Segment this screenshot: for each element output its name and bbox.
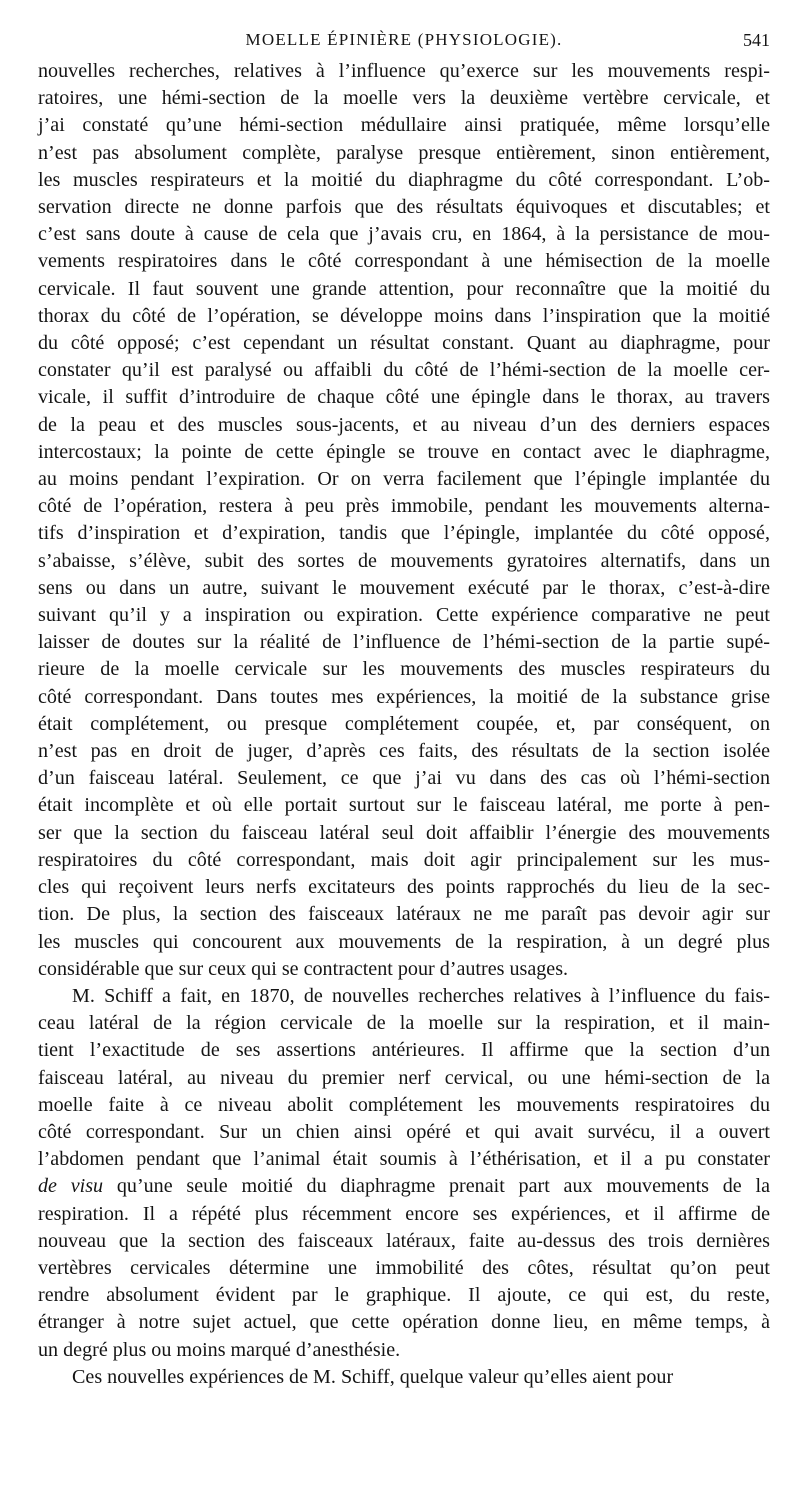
book-page: [38, 28, 770, 1391]
text-line: rendre absolument évident par le graphique. Il ajoute, ce qui est, du reste,: [38, 1284, 770, 1307]
text-line: laisser de doutes sur la réalité de l’influence de l’hémi-section de la partie supé-: [38, 631, 770, 654]
text-line: n’est pas en droit de juger, d’après ces faits, des résultats de la section isolée: [38, 740, 770, 763]
text-line: cles qui reçoivent leurs nerfs excitateurs des points rapprochés du lieu de la sec-: [38, 876, 770, 899]
body-text: [38, 58, 770, 1391]
page-number: 541: [743, 30, 770, 50]
text-line: d’un faisceau latéral. Seulement, ce que j’ai vu dans des cas où l’hémi-section: [38, 767, 770, 790]
text-line: du côté opposé; c’est cependant un résultat constant. Quant au diaphragme, pour: [38, 332, 770, 355]
running-head: [38, 28, 770, 58]
text-line: tion. De plus, la section des faisceaux latéraux ne me paraît pas devoir agir sur: [38, 903, 770, 926]
text-line: de la peau et des muscles sous-jacents, et au niveau d’un des derniers espaces: [38, 413, 770, 436]
text-line: M. Schiff a fait, en 1870, de nouvelles recherches relatives à l’influence du fais-: [72, 984, 770, 1007]
text-line: nouveau que la section des faisceaux latéraux, faite au-dessus des trois dernières: [38, 1229, 770, 1252]
text-line: au moins pendant l’expiration. Or on verra facilement que l’épingle implantée du: [38, 468, 770, 491]
paragraph: [38, 58, 770, 983]
text-line: Ces nouvelles expériences de M. Schiff, quelque valeur qu’elles aient pour: [72, 1365, 674, 1388]
text-line: tifs d’inspiration et d’expiration, tandis que l’épingle, implantée du côté opposé,: [38, 522, 770, 545]
text-line: n’est pas absolument complète, paralyse presque entièrement, sinon entièrement,: [38, 141, 770, 164]
running-title: MOELLE ÉPINIÈRE (PHYSIOLOGIE).: [245, 30, 563, 49]
text-line: thorax du côté de l’opération, se développe moins dans l’inspiration que la moitié: [38, 304, 770, 327]
text-line: c’est sans doute à cause de cela que j’avais cru, en 1864, à la persistance de mou-: [38, 223, 770, 246]
text-line: côté correspondant. Sur un chien ainsi opéré et qui avait survécu, il a ouvert: [38, 1120, 770, 1143]
text-line: les muscles qui concourent aux mouvements de la respiration, à un degré plus: [38, 930, 770, 953]
text-line: s’abaisse, s’élève, subit des sortes de mouvements gyratoires alternatifs, dans un: [38, 549, 770, 572]
text-line: était incomplète et où elle portait surtout sur le faisceau latéral, me porte à pen-: [38, 794, 770, 817]
text-line: les muscles respirateurs et la moitié du diaphragme du côté correspondant. L’ob-: [38, 168, 770, 191]
text-line: était complétement, ou presque complétement coupée, et, par conséquent, on: [38, 712, 770, 735]
text-line: ratoires, une hémi-section de la moelle vers la deuxième vertèbre cervicale, et: [38, 87, 770, 110]
text-line: sens ou dans un autre, suivant le mouvement exécuté par le thorax, c’est-à-dire: [38, 576, 770, 599]
text-line: vicale, il suffit d’introduire de chaque côté une épingle dans le thorax, au travers: [38, 386, 770, 409]
paragraph: [38, 1364, 770, 1391]
text-line: un degré plus ou moins marqué d’anesthésie.: [38, 1338, 401, 1361]
text-line: tient l’exactitude de ses assertions antérieures. Il affirme que la section d’un: [38, 1039, 770, 1062]
text-line: servation directe ne donne parfois que des résultats équivoques et discutables; et: [38, 196, 770, 219]
text-line: respiration. Il a répété plus récemment encore ses expériences, et il affirme de: [38, 1202, 770, 1225]
text-line: rieure de la moelle cervicale sur les mouvements des muscles respirateurs du: [38, 658, 770, 681]
text-line: vertèbres cervicales détermine une immobilité des côtes, résultat qu’on peut: [38, 1256, 770, 1279]
italic-phrase: de visu: [38, 1175, 104, 1198]
text-line: nouvelles recherches, relatives à l’influence qu’exerce sur les mouvements respi-: [38, 60, 770, 82]
text-line: constater qu’il est paralysé ou affaibli du côté de l’hémi-section de la moelle cer-: [38, 359, 770, 382]
text-line: respiratoires du côté correspondant, mais doit agir principalement sur les mus-: [38, 848, 770, 871]
text-line: vements respiratoires dans le côté correspondant à une hémisection de la moelle: [38, 250, 770, 273]
text-line: ser que la section du faisceau latéral seul doit affaiblir l’énergie des mouvements: [38, 821, 770, 844]
text-line: de visu qu’une seule moitié du diaphragme prenait part aux mouvements de la: [38, 1175, 770, 1198]
text-line: ceau latéral de la région cervicale de la moelle sur la respiration, et il main-: [38, 1012, 770, 1035]
paragraph-container: [38, 58, 770, 1391]
text-line: étranger à notre sujet actuel, que cette opération donne lieu, en même temps, à: [38, 1311, 770, 1334]
text-line: suivant qu’il y a inspiration ou expiration. Cette expérience comparative ne peut: [38, 604, 770, 627]
text-line: côté correspondant. Dans toutes mes expériences, la moitié de la substance grise: [38, 685, 770, 708]
text-line: moelle faite à ce niveau abolit complétement les mouvements respiratoires du: [38, 1093, 770, 1116]
text-line: cervicale. Il faut souvent une grande attention, pour reconnaître que la moitié du: [38, 277, 770, 300]
text-line: faisceau latéral, au niveau du premier nerf cervical, ou une hémi-section de la: [38, 1066, 770, 1089]
paragraph: [38, 983, 770, 1364]
text-line: considérable que sur ceux qui se contractent pour d’autres usages.: [38, 957, 569, 980]
text-line: intercostaux; la pointe de cette épingle se trouve en contact avec le diaphragme,: [38, 440, 770, 463]
text-line: j’ai constaté qu’une hémi-section médullaire ainsi pratiquée, même lorsqu’elle: [38, 114, 770, 137]
text-line: l’abdomen pendant que l’animal était soumis à l’éthérisation, et il a pu constater: [38, 1148, 770, 1171]
text-line: côté de l’opération, restera à peu près immobile, pendant les mouvements alterna-: [38, 495, 770, 518]
